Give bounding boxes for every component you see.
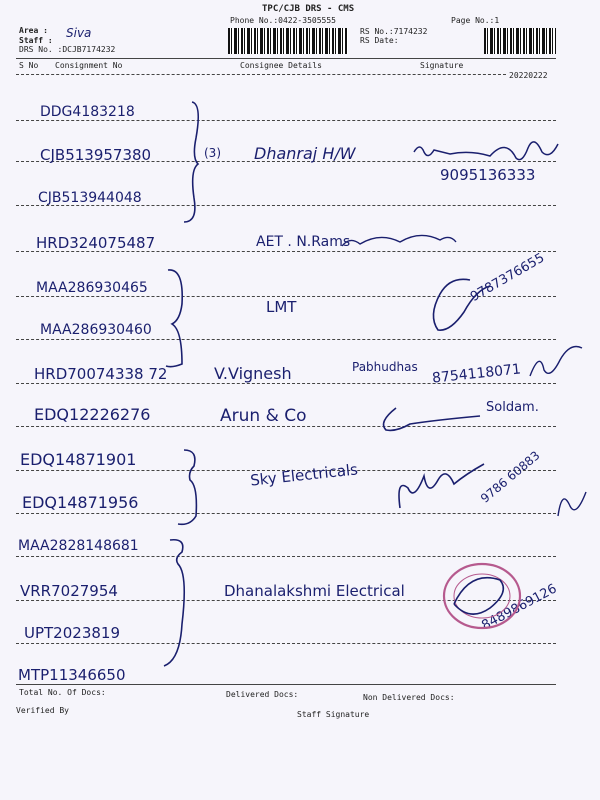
delivered-docs: Delivered Docs: <box>226 690 299 699</box>
phone-1: 9095136333 <box>440 166 536 184</box>
consignment-2: CJB513957380 <box>40 146 152 164</box>
col-date: 20220222 <box>509 71 548 80</box>
form-title: TPC/CJB DRS - CMS <box>262 4 355 14</box>
consignee-1: Dhanraj H/W <box>254 144 356 163</box>
barcode-left <box>228 28 348 54</box>
rule-7 <box>16 383 556 384</box>
consignee-5: Arun & Co <box>220 406 307 426</box>
consignment-10: EDQ14871956 <box>22 493 139 512</box>
consignee-6: Sky Electricals <box>249 460 359 490</box>
col-consignee: Consignee Details <box>240 61 322 70</box>
total-docs: Total No. Of Docs: <box>19 688 106 697</box>
group-bracket-3 <box>176 446 206 530</box>
barcode-right <box>484 28 556 54</box>
signature-2 <box>340 226 460 256</box>
phone-3: 8754118071 <box>431 361 522 387</box>
signature-7 <box>526 340 586 386</box>
non-delivered-docs: Non Delivered Docs: <box>363 693 455 702</box>
consignment-1: DDG4183218 <box>40 104 135 120</box>
consignment-5: MAA286930465 <box>36 280 148 296</box>
staff-label: Staff : <box>19 36 53 45</box>
consignee-5-extra: Soldam. <box>486 400 539 415</box>
consignment-13: UPT2023819 <box>24 624 120 642</box>
phone-5: 8489869126 <box>479 581 560 634</box>
consignee-4: V.Vignesh <box>214 364 292 383</box>
rule-1 <box>16 120 556 121</box>
company-stamp <box>440 560 524 632</box>
rule-11 <box>16 556 556 557</box>
consignee-3: LMT <box>266 298 297 316</box>
col-signature: Signature <box>420 61 464 70</box>
group-bracket-2 <box>162 264 192 370</box>
consignment-11: MAA2828148681 <box>18 538 139 554</box>
header-rule <box>16 58 556 59</box>
verified-by: Verified By <box>16 706 69 715</box>
group-bracket-1 <box>178 98 208 228</box>
rs-date: RS Date: <box>360 36 399 45</box>
signature-6 <box>552 482 592 522</box>
consignment-3: CJB513944048 <box>38 190 142 206</box>
date-rule <box>16 74 506 75</box>
area-label: Area : <box>19 26 48 35</box>
page-number: Page No.:1 <box>451 16 500 25</box>
staff-signature: Staff Signature <box>297 710 370 719</box>
consignment-12: VRR7027954 <box>20 582 118 600</box>
signature-1 <box>410 130 560 170</box>
signature-4 <box>376 404 486 434</box>
drs-number: DRS No. :DCJB7174232 <box>19 45 116 54</box>
footer-rule <box>16 684 556 685</box>
consignment-7: HRD70074338 72 <box>34 365 168 383</box>
consignment-6: MAA286930460 <box>40 322 152 338</box>
consignment-14: MTP11346650 <box>18 666 126 684</box>
group-bracket-4 <box>160 534 194 674</box>
count-note: (3) <box>204 146 221 160</box>
consignee-7: Dhanalakshmi Electrical <box>224 582 405 600</box>
phone-number: Phone No.:0422-3505555 <box>230 16 336 25</box>
consignee-2: AET . N.Rams <box>256 234 351 250</box>
staff-handwritten: Siva <box>66 26 92 40</box>
rs-number: RS No.:7174232 <box>360 27 428 36</box>
consignment-8: EDQ12226276 <box>34 405 151 424</box>
consignee-4-extra: Pabhudhas <box>352 360 418 374</box>
phone-2: 9787376655 <box>468 250 548 305</box>
consignment-9: EDQ14871901 <box>20 450 137 469</box>
rule-6 <box>16 339 556 340</box>
consignment-4: HRD324075487 <box>36 234 156 252</box>
rule-13 <box>16 643 556 644</box>
signature-3 <box>420 272 500 338</box>
col-consignment: Consignment No <box>55 61 123 70</box>
signature-5 <box>394 458 494 514</box>
phone-4: 9786 60883 <box>477 448 543 506</box>
col-sno: S No <box>19 61 39 70</box>
